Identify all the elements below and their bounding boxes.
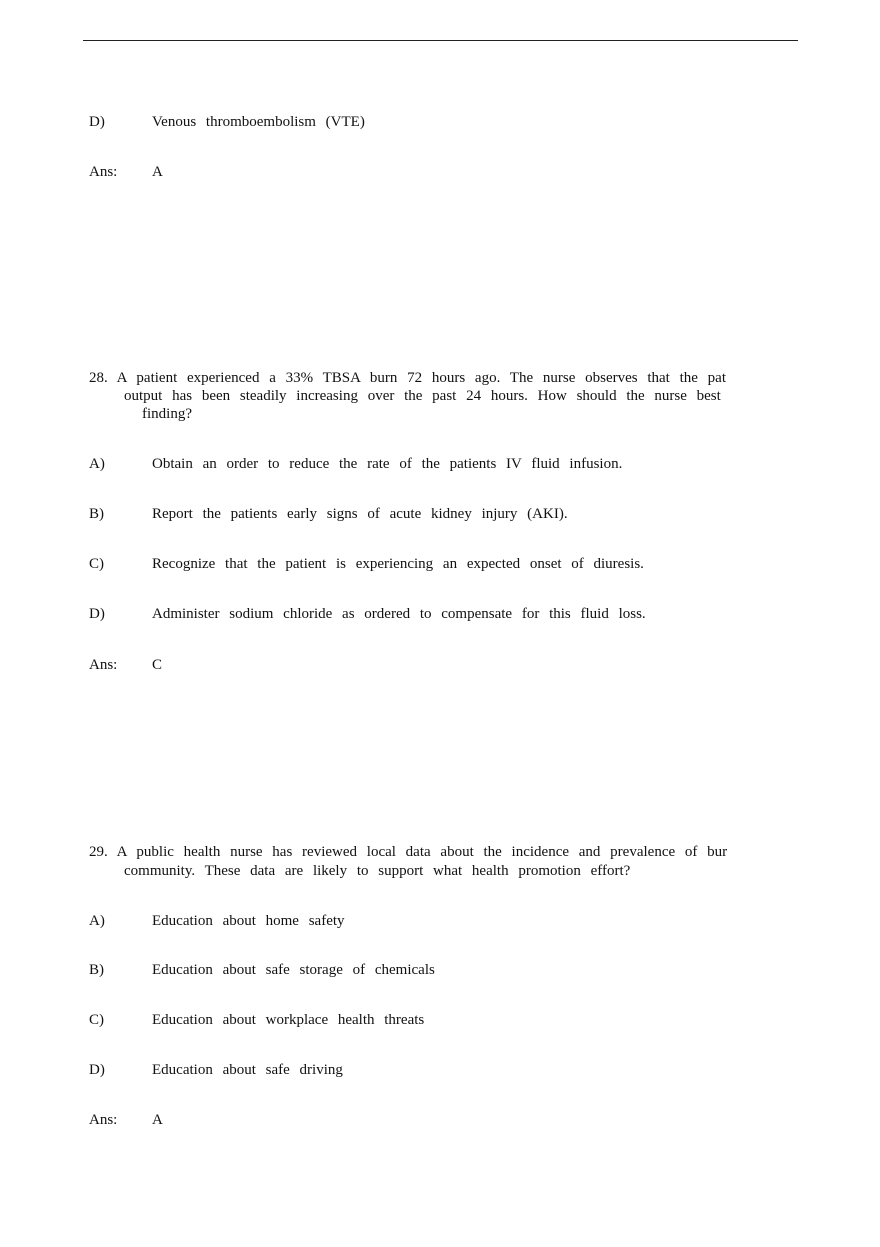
header-rule	[83, 40, 798, 41]
option-label: D)	[89, 114, 105, 130]
answer-value: A	[152, 164, 163, 180]
answer-value: C	[152, 657, 163, 673]
option-text: Education about workplace health threats	[152, 1012, 425, 1028]
option-label: A)	[89, 456, 105, 472]
answer-label: Ans:	[89, 657, 118, 673]
answer-label: Ans:	[89, 1112, 118, 1128]
option-label: D)	[89, 606, 105, 622]
option-text: Venous thromboembolism (VTE)	[152, 114, 365, 130]
option-label: C)	[89, 556, 104, 572]
question-stem-line: 28. A patient experienced a 33% TBSA burn 72 hours ago. The nurse observes that the pat	[89, 370, 726, 386]
option-text: Education about home safety	[152, 913, 345, 929]
option-text: Education about safe storage of chemicals	[152, 962, 435, 978]
option-label: C)	[89, 1012, 104, 1028]
option-text: Recognize that the patient is experiencing an expected onset of diuresis.	[152, 556, 644, 572]
option-label: A)	[89, 913, 105, 929]
answer-value: A	[152, 1112, 163, 1128]
option-text: Obtain an order to reduce the rate of the patients IV fluid infusion.	[152, 456, 623, 472]
answer-label: Ans:	[89, 164, 118, 180]
option-text: Report the patients early signs of acute kidney injury (AKI).	[152, 506, 568, 522]
question-stem-line: 29. A public health nurse has reviewed local data about the incidence and prevalence of bur	[89, 844, 728, 860]
option-text: Education about safe driving	[152, 1062, 343, 1078]
option-label: B)	[89, 962, 104, 978]
option-label: B)	[89, 506, 104, 522]
option-label: D)	[89, 1062, 105, 1078]
question-stem-line: community. These data are likely to support what health promotion effort?	[124, 863, 631, 879]
question-stem-line: finding?	[142, 406, 192, 422]
option-text: Administer sodium chloride as ordered to compensate for this fluid loss.	[152, 606, 646, 622]
question-stem-line: output has been steadily increasing over the past 24 hours. How should the nurse best	[124, 388, 721, 404]
